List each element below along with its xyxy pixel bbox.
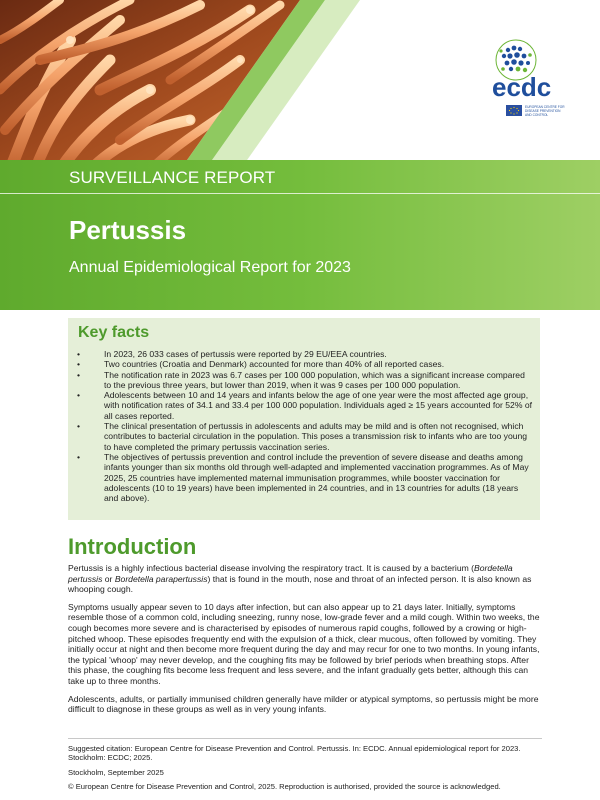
introduction-body — [68, 563, 542, 722]
page-title: Pertussis — [69, 215, 187, 245]
ecdc-brand-text: ecdc — [492, 72, 552, 102]
key-fact-item: • Two countries (Croatia and Denmark) accounted for more than 40% of all reported cases. — [77, 359, 445, 370]
introduction-paragraph: Pertussis is a highly infectious bacterial disease involving the respiratory tract. It is caused by a bacterium (Bordetella pertussis or Bordetella parapertussis) that is found in the mouth, nose and throat of an infected person. It is also known as whooping cough. — [68, 563, 532, 595]
key-fact-item: • The notification rate in 2023 was 6.7 cases per 100 000 population, which was a significant increase compared to the previous three years, but lower than 2019, when it was 9 cases per 100 000 population. — [77, 369, 525, 390]
copyright-notice: © European Centre for Disease Prevention and Control, 2025. Reproduction is authorised, provided the source is acknowledged. — [68, 782, 501, 792]
introduction-paragraph: Symptoms usually appear seven to 10 days after infection, but can also appear up to 21 days later. Initially, symptoms resemble those of a common cold, including sneezing, runny nose, low-grade fever and a mild cough. Within two weeks, the cough becomes more severe and is characterised by episodes of numerous rapid coughs, followed by a crowing or high-pitched whoop. These episodes frequently end with the expulsion of a thick, clear mucous, often followed by vomiting. They initially occur at night and then become more frequent during the day and may recur for one to two months. In young infants, the typical 'whoop' may never develop, and the coughing fits may be followed by brief periods when breathing stops. After this phase, the coughing fits become less frequent and less severe, and the infant gradually gets better, although this can take up to three months. — [68, 601, 540, 686]
key-fact-item: • The objectives of pertussis prevention and control include the prevention of severe disease and deaths among infants younger than six months old through well-adapted and implemented vaccination programmes. As of May 2025, 25 countries have implemented maternal immunisation programmes, while booster vaccination for adolescents (10 to 19 years) have been implemented in 24 countries, and in 13 countries for adults (18 years and above). — [77, 451, 529, 504]
introduction-heading: Introduction — [68, 534, 197, 559]
banner-divider — [0, 193, 600, 194]
svg-text:AND CONTROL: AND CONTROL — [525, 113, 549, 117]
key-facts-box — [68, 318, 540, 520]
key-fact-item: • Adolescents between 10 and 14 years and infants below the age of one year were the most affected age group, with notification rates of 34.1 and 33.4 per 100 000 population. Individuals aged ≥ 15 years accounted for 52% of all cases reported. — [77, 390, 533, 421]
suggested-citation: Suggested citation: European Centre for Disease Prevention and Control. Pertussis. In: ECDC. Annual epidemiological report for 2023. Stockholm: ECDC; 2025. — [68, 744, 521, 763]
svg-text:EUROPEAN CENTRE FOR: EUROPEAN CENTRE FOR — [525, 105, 565, 109]
key-fact-item: • The clinical presentation of pertussis in adolescents and adults may be mild and is often not recognised, which contributes to bacterial circulation in the population. This poses a transmission risk to infants who are too young to have completed the primary pertussis vaccination series. — [77, 421, 528, 452]
ecdc-logo — [490, 36, 572, 126]
key-facts-heading: Key facts — [78, 324, 150, 341]
report-type: SURVEILLANCE REPORT — [69, 168, 276, 187]
key-fact-item: • In 2023, 26 033 cases of pertussis were reported by 29 EU/EEA countries. — [77, 349, 387, 359]
place-date: Stockholm, September 2025 — [68, 767, 164, 777]
page-subtitle: Annual Epidemiological Report for 2023 — [69, 259, 351, 276]
svg-text:DISEASE PREVENTION: DISEASE PREVENTION — [525, 109, 561, 113]
footer — [68, 738, 542, 797]
introduction-paragraph: Adolescents, adults, or partially immunised children generally have milder or atypical symptoms, so pertussis might be more difficult to diagnose in these groups as well as in very young infants. — [68, 693, 539, 715]
key-facts-list — [68, 349, 540, 503]
